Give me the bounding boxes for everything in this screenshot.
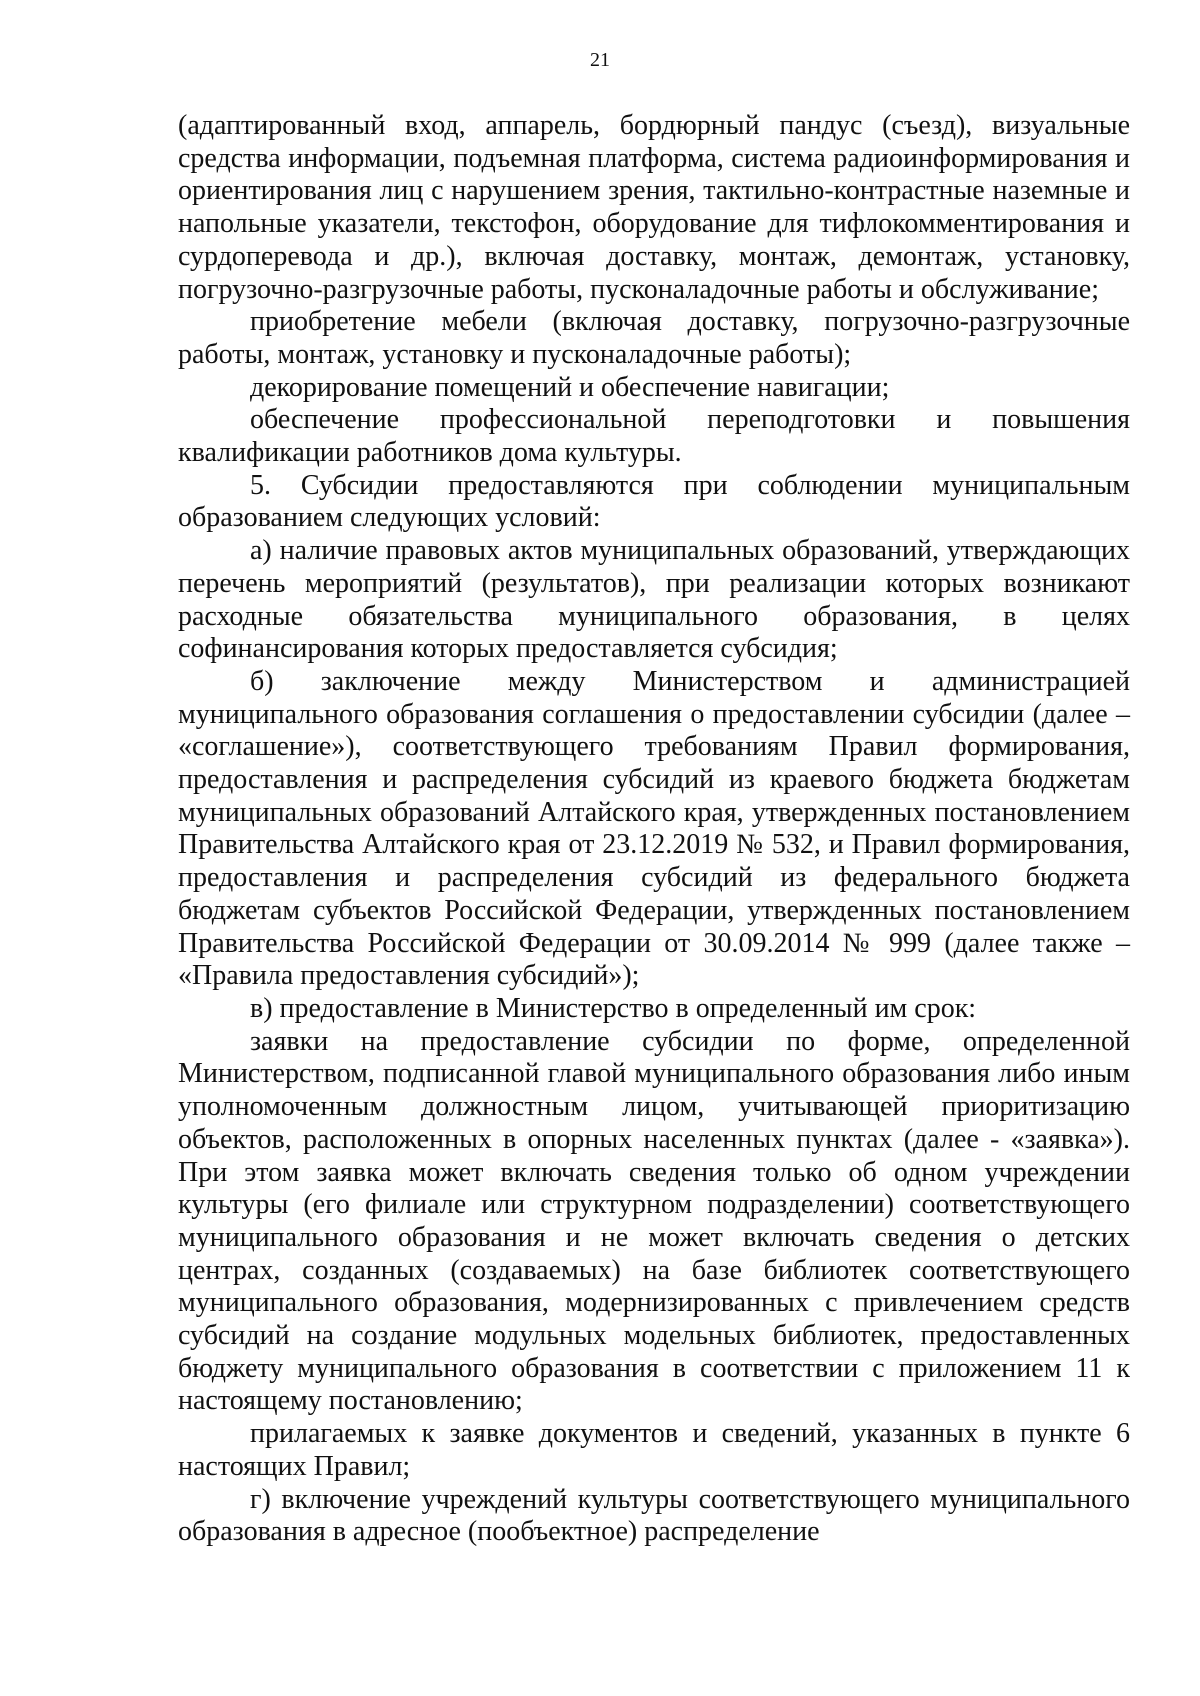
paragraph-condition-g: г) включение учреждений культуры соответствующего муниципального образования в адресное (пообъектное) распределение [178,1483,1130,1548]
paragraph-attached-documents: прилагаемых к заявке документов и сведений, указанных в пункте 6 настоящих Правил; [178,1418,1130,1482]
paragraph-condition-a: а) наличие правовых актов муниципальных образований, утверждающих перечень мероприятий (результатов), при реализации которых возникают расходные обязательства муниципального образования, в целях софинансирования которых предоставляется субсидия; [178,535,1130,665]
paragraph-furniture: приобретение мебели (включая доставку, погрузочно-разгрузочные работы, монтаж, установку и пусконаладочные работы); [178,306,1130,370]
document-body [178,110,1130,1549]
paragraph-condition-v: в) предоставление в Министерство в определенный им срок: [250,992,977,1024]
paragraph-decoration: декорирование помещений и обеспечение навигации; [250,371,890,403]
paragraph-clause-5: 5. Субсидии предоставляются при соблюдении муниципальным образованием следующих условий: [178,469,1130,534]
paragraph-condition-b: б) заключение между Министерством и администрацией муниципального образования соглашения о предоставлении субсидии (далее – «соглашение»), соответствующего требованиям Правил формирования, предоставления и распределения субсидий из краевого бюджета бюджетам муниципальных образований Алтайского края, утвержденных постановлением Правительства Алтайского края от 23.12.2019 № 532, и Правил формирования, предоставления и распределения субсидий из федерального бюджета бюджетам субъектов Российской Федерации, утвержденных постановлением Правительства Российской Федерации от 30.09.2014 № 999 (далее также – «Правила предоставления субсидий»); [178,665,1130,992]
page-number: 21 [590,49,610,71]
paragraph-application: заявки на предоставление субсидии по форме, определенной Министерством, подписанной главой муниципального образования либо иным уполномоченным должностным лицом, учитывающей приоритизацию объектов, расположенных в опорных населенных пунктах (далее - «заявка»). При этом заявка может включать сведения только об одном учреждении культуры (его филиале или структурном подразделении) соответствующего муниципального образования и не может включать сведения о детских центрах, созданных (создаваемых) на базе библиотек соответствующего муниципального образования, модернизированных с привлечением средств субсидий на создание модульных модельных библиотек, предоставленных бюджету муниципального образования в соответствии с приложением 11 к настоящему постановлению; [178,1025,1130,1417]
paragraph-training: обеспечение профессиональной переподготовки и повышения квалификации работников дома культуры. [178,404,1130,469]
paragraph-equipment-list-continued: (адаптированный вход, аппарель, бордюрный пандус (съезд), визуальные средства информации, подъемная платформа, система радиоинформирования и ориентирования лиц с нарушением зрения, тактильно-контрастные наземные и напольные указатели, текстофон, оборудование для тифлокомментирования и сурдоперевода и др.), включая доставку, монтаж, демонтаж, установку, погрузочно-разгрузочные работы, пусконаладочные работы и обслуживание; [178,110,1130,305]
